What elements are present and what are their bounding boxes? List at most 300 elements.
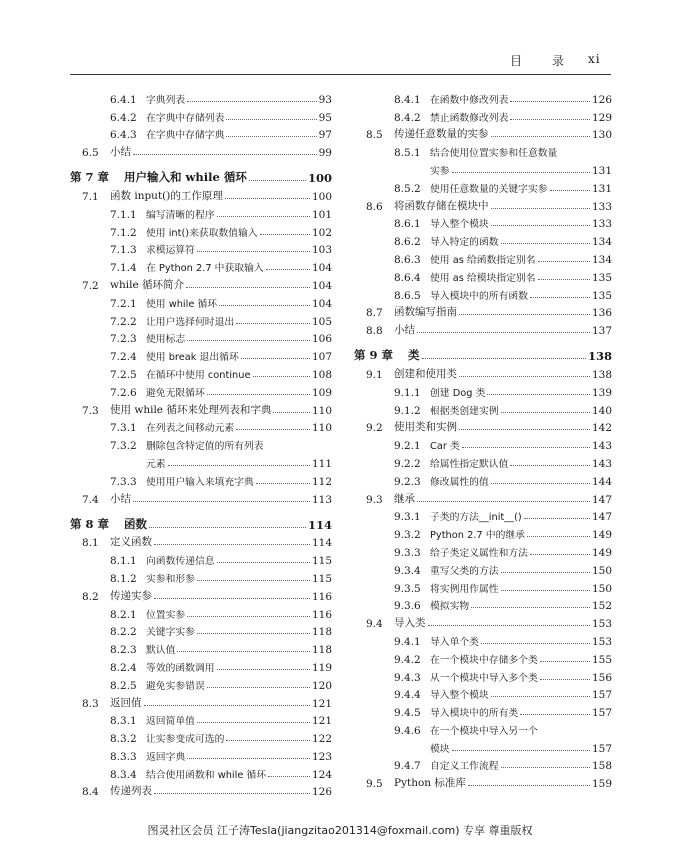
toc-entry[interactable] [70, 763, 332, 781]
toc-entry-title: 使用任意数量的关键字实参 [430, 183, 548, 195]
toc-entry-title: 返回简单值 [146, 716, 195, 728]
toc-entry[interactable] [354, 452, 612, 470]
toc-entry-number: 8.2.4 [110, 661, 137, 674]
toc-entry-title: 定义函数 [110, 536, 152, 549]
toc-entry[interactable] [354, 248, 612, 266]
toc-entry[interactable] [354, 417, 612, 435]
toc-entry[interactable] [70, 106, 332, 124]
toc-entry-page: 134 [591, 236, 612, 249]
toc-entry-title: 重写父类的方法 [430, 565, 499, 577]
toc-entry-page: 140 [591, 404, 612, 417]
toc-entry[interactable] [70, 727, 332, 745]
toc-entry-page: 103 [311, 244, 332, 257]
toc-dot-leader [428, 625, 590, 626]
toc-entry-page: 157 [591, 689, 612, 702]
toc-dot-leader [538, 261, 590, 262]
toc-entry[interactable] [354, 595, 612, 613]
toc-entry[interactable] [70, 692, 332, 710]
toc-entry-title: 删除包含特定值的所有列表 [146, 441, 264, 453]
toc-entry-number: 8.3 [82, 697, 99, 710]
toc-entry-number: 8.2.3 [110, 644, 137, 657]
toc-entry-page: 100 [311, 190, 332, 203]
toc-entry[interactable] [354, 737, 612, 755]
toc-dot-leader [273, 412, 310, 413]
toc-entry[interactable] [354, 159, 612, 177]
toc-entry-number: 8.8 [366, 325, 383, 338]
toc-entry-number: 7.3.3 [110, 475, 137, 488]
header-page-number: xi [588, 52, 601, 66]
toc-entry[interactable] [354, 434, 612, 452]
toc-entry[interactable] [354, 755, 612, 773]
toc-entry-number: 9.2 [366, 422, 383, 435]
toc-entry-number: 第 9 章 [354, 348, 394, 363]
toc-entry-page: 150 [591, 564, 612, 577]
toc-entry-page: 129 [591, 111, 612, 124]
toc-entry[interactable] [354, 124, 612, 142]
toc-entry[interactable] [70, 345, 332, 363]
toc-dot-leader [459, 314, 590, 315]
toc-entry[interactable] [354, 302, 612, 320]
toc-entry[interactable] [70, 638, 332, 656]
toc-entry[interactable] [354, 337, 612, 363]
toc-dot-leader [168, 465, 310, 466]
toc-entry-page: 93 [318, 93, 332, 106]
toc-entry-page: 118 [311, 626, 332, 639]
toc-entry[interactable] [70, 745, 332, 763]
toc-dot-leader [452, 172, 590, 173]
toc-entry[interactable] [70, 452, 332, 470]
toc-entry-page: 157 [591, 742, 612, 755]
toc-entry-title: 使用 int()来获取数值输入 [146, 227, 258, 239]
toc-entry-title: while 循环简介 [110, 278, 185, 291]
toc-entry-page: 144 [591, 475, 612, 488]
toc-dot-leader [417, 501, 590, 502]
toc-dot-leader [540, 679, 590, 680]
toc-entry-page: 143 [591, 440, 612, 453]
toc-entry-number: 7.2.3 [110, 333, 137, 346]
toc-entry-page: 143 [591, 457, 612, 470]
toc-entry-title: 在循环中使用 continue [146, 369, 251, 381]
toc-entry[interactable] [70, 470, 332, 488]
toc-dot-leader [225, 198, 310, 199]
toc-entry-page: 100 [307, 171, 332, 186]
toc-dot-leader [462, 447, 590, 448]
toc-entry-number: 9.3.3 [394, 546, 421, 559]
toc-entry-title: 向函数传递信息 [146, 556, 215, 568]
toc-entry-title: 等效的函数调用 [146, 662, 215, 674]
toc-entry[interactable] [354, 141, 612, 159]
toc-dot-leader [527, 536, 590, 537]
toc-entry-number: 8.6.4 [394, 271, 421, 284]
toc-entry-number: 9.5 [366, 778, 383, 791]
toc-entry[interactable] [70, 363, 332, 381]
toc-entry-page: 142 [591, 422, 612, 435]
toc-dot-leader [491, 136, 590, 137]
toc-dot-leader [253, 376, 310, 377]
toc-entry-title: 子类的方法__init__() [430, 512, 522, 524]
toc-entry-title: 在列表之间移动元素 [146, 423, 235, 435]
toc-entry-page: 95 [318, 111, 332, 124]
toc-entry-number: 8.7 [366, 307, 383, 320]
toc-entry-page: 156 [591, 671, 612, 684]
toc-dot-leader [197, 580, 310, 581]
toc-entry[interactable] [354, 506, 612, 524]
toc-entry-title: 用户输入和 while 循环 [124, 170, 247, 185]
toc-entry[interactable] [70, 203, 332, 221]
toc-entry[interactable] [70, 239, 332, 257]
toc-entry-page: 105 [311, 315, 332, 328]
toc-entry-number: 9.1.1 [394, 386, 421, 399]
toc-entry-number: 8.6.2 [394, 236, 421, 249]
toc-entry-page: 149 [591, 546, 612, 559]
toc-entry-page: 123 [311, 750, 332, 763]
toc-dot-leader [501, 767, 590, 768]
footer-watermark: 图灵社区会员 江子涛Tesla(jiangzitao201314@foxmail.com) 专享 尊重版权 [147, 824, 533, 837]
toc-entry-page: 124 [311, 768, 332, 781]
toc-dot-leader [266, 269, 310, 270]
toc-dot-leader [510, 465, 590, 466]
toc-entry-title: 根据类创建实例 [430, 405, 499, 417]
toc-dot-leader [417, 332, 590, 333]
toc-entry-page: 121 [311, 715, 332, 728]
toc-entry-number: 9.4.5 [394, 707, 421, 720]
toc-entry[interactable] [354, 470, 612, 488]
toc-entry[interactable] [354, 612, 612, 630]
toc-entry-number: 8.2 [82, 590, 99, 603]
toc-dot-leader [226, 740, 310, 741]
toc-dot-leader [217, 216, 310, 217]
toc-entry[interactable] [70, 506, 332, 532]
toc-dot-leader [487, 394, 590, 395]
toc-dot-leader [491, 696, 590, 697]
toc-entry-title: 修改属性的值 [430, 476, 489, 488]
toc-dot-leader [481, 643, 590, 644]
toc-entry[interactable] [354, 541, 612, 559]
toc-dot-leader [217, 562, 310, 563]
toc-entry-page: 133 [591, 218, 612, 231]
toc-entry-number: 8.6.1 [394, 218, 421, 231]
toc-entry[interactable] [354, 230, 612, 248]
toc-entry-page: 147 [591, 493, 612, 506]
toc-entry-title: 结合使用函数和 while 循环 [146, 769, 267, 781]
toc-dot-leader [501, 412, 590, 413]
toc-entry-page: 138 [591, 368, 612, 381]
toc-entry-title: 在函数中修改列表 [430, 94, 509, 106]
toc-entry-page: 114 [307, 517, 332, 532]
toc-entry[interactable] [354, 177, 612, 195]
toc-entry-number: 6.4.3 [110, 129, 137, 142]
toc-entry-title: 小结 [110, 492, 131, 505]
header-label-lu: 录 [552, 54, 566, 68]
toc-entry[interactable] [70, 381, 332, 399]
toc-entry-title: 小结 [394, 324, 415, 337]
toc-dot-leader [197, 722, 310, 723]
toc-entry[interactable] [354, 684, 612, 702]
toc-dot-leader [538, 279, 590, 280]
toc-dot-leader [530, 554, 590, 555]
toc-entry-title: 导入特定的函数 [430, 237, 499, 249]
toc-dot-leader [219, 305, 310, 306]
toc-entry-title: 导入整个模块 [430, 219, 489, 231]
toc-entry-number: 9.3.5 [394, 582, 421, 595]
toc-entry-number: 8.3.2 [110, 733, 137, 746]
toc-entry[interactable] [354, 701, 612, 719]
toc-entry-title: 使用类和实例 [394, 421, 457, 434]
toc-entry-number: 8.5.2 [394, 182, 421, 195]
toc-entry-title: Python 标准库 [394, 777, 466, 790]
toc-entry[interactable] [70, 656, 332, 674]
toc-entry-title: 传递任意数量的实参 [394, 128, 489, 141]
toc-entry[interactable] [70, 585, 332, 603]
toc-entry-number: 第 8 章 [70, 516, 110, 531]
toc-entry-number: 6.4.2 [110, 111, 137, 124]
toc-entry[interactable] [70, 159, 332, 185]
toc-entry-title: 让用户选择何时退出 [146, 316, 235, 328]
toc-entry-page: 102 [311, 226, 332, 239]
toc-entry[interactable] [354, 284, 612, 302]
toc-entry-title: 创建 Dog 类 [430, 387, 486, 399]
toc-entry-number: 9.4.2 [394, 653, 421, 666]
toc-entry[interactable] [354, 630, 612, 648]
toc-entry-title: 求模运算符 [146, 245, 195, 257]
toc-entry-number: 9.3.2 [394, 529, 421, 542]
toc-entry-title: 导入类 [394, 617, 426, 630]
toc-entry[interactable] [70, 88, 332, 106]
header-rule [70, 74, 611, 75]
toc-entry[interactable] [70, 185, 332, 203]
toc-entry[interactable] [70, 221, 332, 239]
toc-entry-title: 在字典中存储列表 [146, 112, 225, 124]
toc-entry-title: 使用 as 给函数指定别名 [430, 254, 536, 266]
toc-entry-number: 9.3 [366, 493, 383, 506]
toc-entry-title: 使用 break 退出循环 [146, 352, 239, 364]
toc-entry-title: 使用用户输入来填充字典 [146, 476, 254, 488]
toc-entry-title: 避免无限循环 [146, 387, 205, 399]
toc-entry-page: 126 [311, 786, 332, 799]
toc-entry-number: 8.6.5 [394, 289, 421, 302]
toc-entry-page: 126 [591, 93, 612, 106]
toc-entry-number: 7.1.2 [110, 226, 137, 239]
toc-entry-title: Car 类 [430, 441, 460, 453]
toc-entry-page: 111 [311, 457, 332, 470]
toc-dot-leader [187, 758, 310, 759]
toc-entry[interactable] [70, 310, 332, 328]
toc-entry-number: 9.4.1 [394, 635, 421, 648]
toc-entry[interactable] [354, 523, 612, 541]
toc-entry-number: 9.1.2 [394, 404, 421, 417]
toc-entry-page: 139 [591, 386, 612, 399]
toc-entry-number: 7.3.1 [110, 422, 137, 435]
toc-entry[interactable] [70, 710, 332, 728]
toc-entry[interactable] [70, 434, 332, 452]
toc-entry[interactable] [70, 399, 332, 417]
toc-entry[interactable] [70, 674, 332, 692]
toc-dot-leader [149, 527, 306, 528]
toc-entry-number: 8.3.3 [110, 750, 137, 763]
toc-entry-number: 9.4.4 [394, 689, 421, 702]
toc-entry[interactable] [354, 319, 612, 337]
toc-entry-page: 104 [311, 279, 332, 292]
toc-entry[interactable] [70, 603, 332, 621]
toc-entry[interactable] [354, 772, 612, 790]
toc-entry-page: 121 [311, 697, 332, 710]
toc-entry[interactable] [70, 781, 332, 799]
toc-entry-title: 传递列表 [110, 785, 152, 798]
toc-entry[interactable] [70, 274, 332, 292]
toc-dot-leader [249, 180, 306, 181]
toc-entry-number: 8.4 [82, 786, 99, 799]
toc-entry-page: 159 [591, 778, 612, 791]
toc-entry-title: 使用 while 循环 [146, 298, 218, 310]
toc-entry-page: 150 [591, 582, 612, 595]
toc-entry-page: 158 [591, 760, 612, 773]
toc-entry[interactable] [70, 621, 332, 639]
toc-dot-leader [501, 572, 590, 573]
toc-entry-title: 传递实参 [110, 589, 152, 602]
toc-entry-title: 实参和形参 [146, 573, 195, 585]
toc-entry-title: 创建和使用类 [394, 367, 457, 380]
toc-dot-leader [226, 136, 316, 137]
toc-entry-title: 给属性指定默认值 [430, 458, 509, 470]
toc-dot-leader [422, 358, 586, 359]
toc-entry-title: 在一个模块中存储多个类 [430, 654, 538, 666]
toc-entry-page: 120 [311, 679, 332, 692]
toc-entry-title: 禁止函数修改列表 [430, 112, 509, 124]
toc-entry[interactable] [354, 719, 612, 737]
toc-entry-page: 101 [311, 208, 332, 221]
toc-entry[interactable] [354, 559, 612, 577]
toc-entry-title: 函数 [124, 516, 147, 531]
toc-entry-title: 默认值 [146, 645, 176, 657]
toc-dot-leader [154, 793, 310, 794]
toc-dot-leader [236, 429, 310, 430]
toc-entry-title: 字典列表 [146, 94, 186, 106]
toc-entry-number: 7.1.4 [110, 262, 137, 275]
toc-entry-page: 131 [591, 182, 612, 195]
toc-entry-number: 7.2.1 [110, 297, 137, 310]
toc-dot-leader [501, 590, 590, 591]
toc-dot-leader [144, 705, 310, 706]
toc-entry-title: 从一个模块中导入多个类 [430, 672, 538, 684]
toc-entry-number: 7.1 [82, 190, 99, 203]
toc-entry-title: 导入整个模块 [430, 690, 489, 702]
toc-entry[interactable] [70, 292, 332, 310]
toc-entry-number: 9.3.6 [394, 600, 421, 613]
toc-entry-page: 114 [311, 537, 332, 550]
toc-dot-leader [520, 714, 590, 715]
toc-entry-page: 147 [591, 511, 612, 524]
toc-entry-page: 136 [591, 307, 612, 320]
toc-entry-title: 结合使用位置实参和任意数量 [430, 148, 558, 160]
toc-entry-title: 小结 [110, 146, 131, 159]
toc-entry[interactable] [70, 532, 332, 550]
toc-entry-number: 7.2 [82, 279, 99, 292]
toc-entry[interactable] [70, 328, 332, 346]
toc-dot-leader [236, 323, 310, 324]
toc-entry-number: 8.5.1 [394, 147, 421, 160]
toc-entry-page: 99 [318, 147, 332, 160]
toc-entry[interactable] [70, 549, 332, 567]
toc-entry-number: 9.2.2 [394, 457, 421, 470]
toc-entry[interactable] [354, 577, 612, 595]
toc-entry[interactable] [354, 648, 612, 666]
toc-entry-page: 131 [591, 164, 612, 177]
toc-dot-leader [177, 651, 310, 652]
toc-entry[interactable] [354, 399, 612, 417]
toc-dot-leader [550, 190, 590, 191]
toc-entry-page: 104 [311, 262, 332, 275]
toc-entry-page: 110 [311, 404, 332, 417]
toc-entry-page: 138 [587, 349, 612, 364]
toc-dot-leader [207, 687, 310, 688]
toc-dot-leader [226, 119, 316, 120]
toc-dot-leader [530, 297, 590, 298]
toc-entry-number: 7.4 [82, 493, 99, 506]
toc-entry[interactable] [354, 88, 612, 106]
toc-entry-title: 使用标志 [146, 334, 186, 346]
toc-entry-number: 9.4.3 [394, 671, 421, 684]
toc-entry[interactable] [354, 195, 612, 213]
toc-entry[interactable] [70, 567, 332, 585]
toc-entry-title: 导入模块中的所有类 [430, 708, 519, 720]
toc-dot-leader [524, 518, 590, 519]
toc-entry-title: 继承 [394, 492, 415, 505]
toc-entry-title: 函数编写指南 [394, 306, 457, 319]
header-label-mu: 目 [510, 54, 524, 68]
toc-dot-leader [197, 633, 310, 634]
toc-entry[interactable] [70, 124, 332, 142]
toc-entry-number: 9.2.3 [394, 475, 421, 488]
toc-entry-number: 8.3.1 [110, 715, 137, 728]
toc-dot-leader [468, 785, 590, 786]
toc-entry-page: 133 [591, 200, 612, 213]
toc-entry[interactable] [354, 213, 612, 231]
toc-entry-number: 7.3 [82, 404, 99, 417]
toc-entry-number: 8.2.1 [110, 608, 137, 621]
toc-dot-leader [510, 101, 590, 102]
toc-entry-number: 8.6 [366, 200, 383, 213]
toc-entry-page: 115 [311, 572, 332, 585]
toc-entry-title: 避免实参错误 [146, 680, 205, 692]
toc-entry[interactable] [70, 417, 332, 435]
toc-entry-number: 6.4.1 [110, 93, 137, 106]
toc-entry[interactable] [70, 256, 332, 274]
toc-entry-page: 118 [311, 644, 332, 657]
toc-right-column [354, 88, 612, 790]
toc-entry[interactable] [354, 381, 612, 399]
toc-dot-leader [207, 394, 310, 395]
toc-entry[interactable] [354, 488, 612, 506]
toc-entry-number: 9.4.7 [394, 760, 421, 773]
toc-entry-page: 107 [311, 351, 332, 364]
toc-entry[interactable] [70, 488, 332, 506]
toc-entry[interactable] [354, 266, 612, 284]
toc-entry[interactable] [70, 141, 332, 159]
toc-entry-number: 9.4.6 [394, 724, 421, 737]
toc-dot-leader [256, 483, 310, 484]
toc-entry-number: 7.2.4 [110, 351, 137, 364]
toc-entry[interactable] [354, 106, 612, 124]
toc-entry[interactable] [354, 363, 612, 381]
toc-entry-page: 108 [311, 368, 332, 381]
toc-dot-leader [501, 243, 590, 244]
toc-dot-leader [133, 501, 310, 502]
toc-entry-number: 8.5 [366, 129, 383, 142]
toc-entry-number: 8.1.2 [110, 572, 137, 585]
toc-entry[interactable] [354, 666, 612, 684]
toc-entry-title: 类 [408, 348, 420, 363]
toc-entry-title: 模拟实物 [430, 601, 470, 613]
